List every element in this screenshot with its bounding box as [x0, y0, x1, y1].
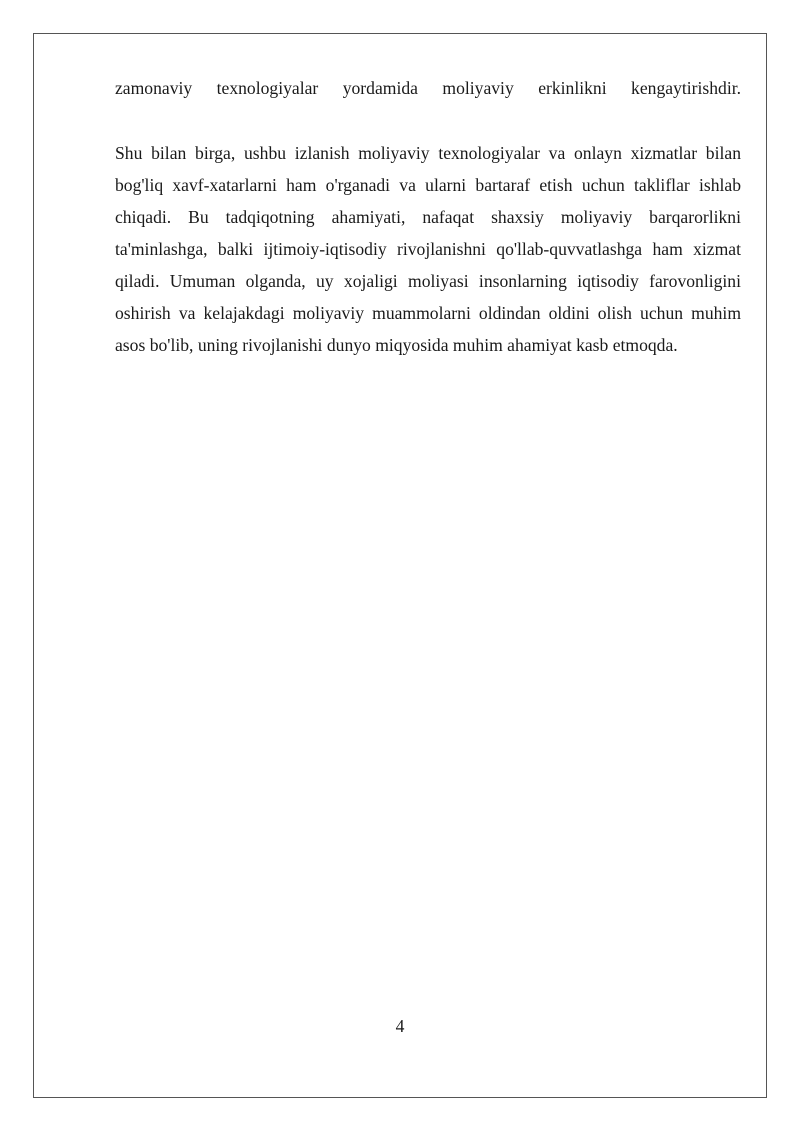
body-paragraph: Shu bilan birga, ushbu izlanish moliyaviy texnologiyalar va onlayn xizmatlar bilan bog'liq xavf-xatarlarni ham o'rganadi va ularni bartaraf etish uchun takliflar ishlab chiqadi. Bu tadqiqotning ahamiyati, nafaqat shaxsiy moliyaviy barqarorlikni ta'minlashga, balki ijtimoiy-iqtisodiy rivojlanishni qo'llab-quvvatlashga ham xizmat qiladi. Umuman olganda, uy xojaligi moliyasi insonlarning iqtisodiy farovonligini oshirish va kelajakdagi moliyaviy muammolarni oldindan oldini olish uchun muhim asos bo'lib, uning rivojlanishi dunyo miqyosida muhim ahamiyat kasb etmoqda.	[115, 143, 741, 355]
continuation-line: zamonaviy texnologiyalar yordamida moliyaviy erkinlikni kengaytirishdir.	[115, 78, 741, 98]
page-number: 4	[395, 1016, 405, 1036]
